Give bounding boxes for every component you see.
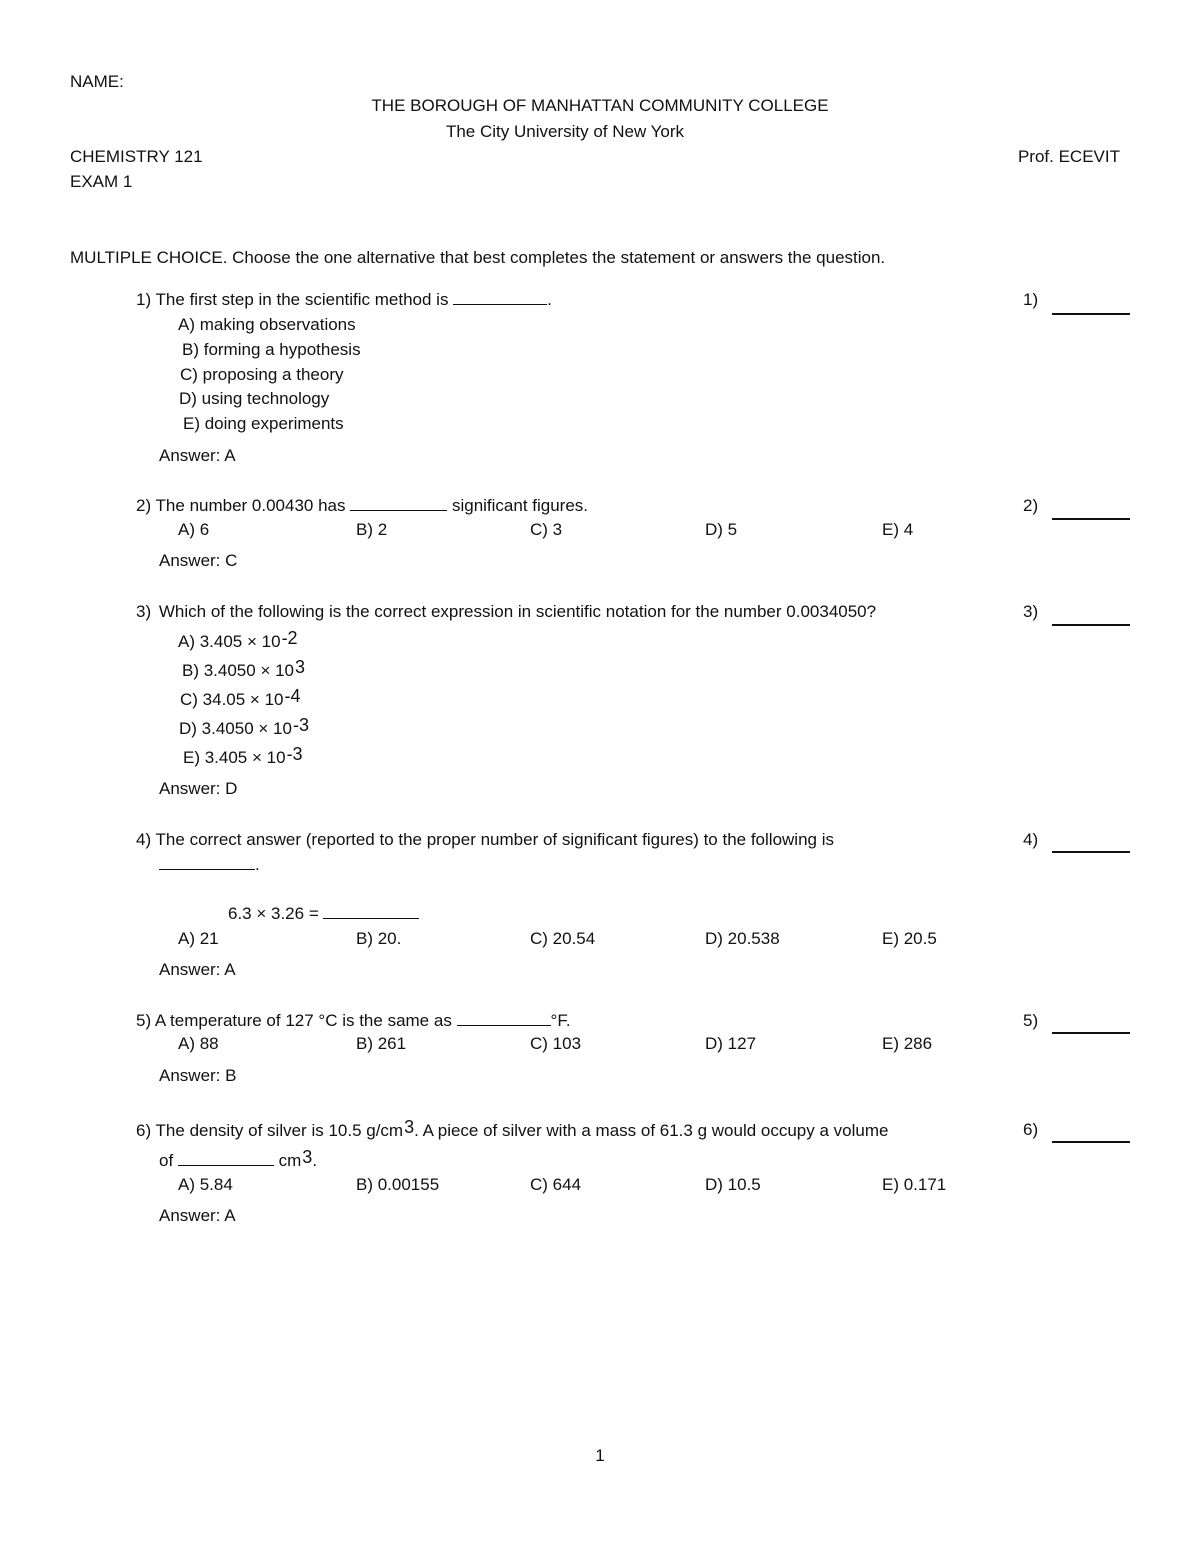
answer-blank-line[interactable] xyxy=(1052,1141,1130,1143)
question-text: 6) The density of silver is 10.5 $g/cm^3$. A piece of silver with a mass of 61.3 g would occupy a volume xyxy=(136,1117,889,1140)
option-d: D) using technology xyxy=(179,389,330,408)
option-d: D) 5 xyxy=(705,520,738,539)
option-b: B) $3.4050 \times 10^3$ xyxy=(182,657,306,680)
fill-blank xyxy=(159,855,255,870)
option-c: C) $34.05 \times 10^{-4}$ xyxy=(180,686,301,709)
answer-text: Answer: A xyxy=(159,446,236,465)
option-a: A) 88 xyxy=(178,1034,219,1053)
option-c: C) 3 xyxy=(530,520,563,539)
question-text: 5) A temperature of 127 °C is the same as °F. xyxy=(136,1011,571,1030)
option-d: D) 10.5 xyxy=(705,1175,761,1194)
answer-number: 4) xyxy=(1023,830,1039,849)
option-c: C) 103 xyxy=(530,1034,582,1053)
option-e: E) 286 xyxy=(882,1034,933,1053)
option-e: E) 4 xyxy=(882,520,914,539)
option-b: B) 20. xyxy=(356,929,402,948)
answer-blank-line[interactable] xyxy=(1052,624,1130,626)
answer-number: 1) xyxy=(1023,290,1039,309)
option-e: E) 20.5 xyxy=(882,929,937,948)
equation: 6.3 × 3.26 = xyxy=(228,904,419,924)
question-text: 1) The first step in the scientific method is . xyxy=(136,290,552,309)
answer-text: Answer: A xyxy=(159,1206,236,1225)
option-c: C) 20.54 xyxy=(530,929,596,948)
answer-text: Answer: A xyxy=(159,960,236,979)
question-text: 4) The correct answer (reported to the proper number of significant figures) to the following is xyxy=(136,830,834,849)
option-c: C) proposing a theory xyxy=(180,365,344,384)
fill-blank xyxy=(453,290,547,305)
option-a: A) 21 xyxy=(178,929,219,948)
instructions: MULTIPLE CHOICE. Choose the one alternative that best completes the statement or answers the question. xyxy=(70,248,886,267)
answer-number: 6) xyxy=(1023,1120,1039,1139)
answer-number: 2) xyxy=(1023,496,1039,515)
answer-text: Answer: B xyxy=(159,1066,237,1085)
answer-blank-line[interactable] xyxy=(1052,313,1130,315)
option-e: E) $3.405 \times 10^{-3}$ xyxy=(183,744,303,767)
fill-blank xyxy=(178,1151,274,1166)
exam-label: EXAM 1 xyxy=(70,172,133,191)
answer-blank-line[interactable] xyxy=(1052,518,1130,520)
fill-blank xyxy=(350,496,447,511)
answer-number: 5) xyxy=(1023,1011,1039,1030)
option-a: A) 5.84 xyxy=(178,1175,233,1194)
option-e: E) 0.171 xyxy=(882,1175,947,1194)
answer-text: Answer: C xyxy=(159,551,238,570)
course-label: CHEMISTRY 121 xyxy=(70,147,203,166)
answer-blank-line[interactable] xyxy=(1052,851,1130,853)
option-d: D) $3.4050 \times 10^{-3}$ xyxy=(179,715,309,738)
option-a: A) making observations xyxy=(178,315,356,334)
option-b: B) 0.00155 xyxy=(356,1175,440,1194)
university-subtitle: The City University of New York xyxy=(445,122,685,141)
fill-blank xyxy=(323,904,419,919)
question-text-cont: of $cm^3$. xyxy=(159,1147,318,1170)
option-b: B) 261 xyxy=(356,1034,407,1053)
question-text: 2) The number 0.00430 has significant figures. xyxy=(136,496,589,515)
question-text-cont: . xyxy=(159,855,260,875)
option-b: B) 2 xyxy=(356,520,388,539)
option-e: E) doing experiments xyxy=(183,414,344,433)
answer-blank-line[interactable] xyxy=(1052,1032,1130,1034)
answer-text: Answer: D xyxy=(159,779,238,798)
option-b: B) forming a hypothesis xyxy=(182,340,361,359)
question-text: 3) Which of the following is the correct expression in scientific notation for the number 0.0034050? xyxy=(136,602,877,621)
answer-number: 3) xyxy=(1023,602,1039,621)
fill-blank xyxy=(457,1011,551,1026)
professor-label: Prof. ECEVIT xyxy=(1017,147,1120,166)
option-a: A) $3.405 \times 10^{-2}$ xyxy=(178,628,298,651)
option-d: D) 20.538 xyxy=(705,929,780,948)
college-title: THE BOROUGH OF MANHATTAN COMMUNITY COLLEGE xyxy=(371,96,829,115)
option-d: D) 127 xyxy=(705,1034,757,1053)
name-label: NAME: xyxy=(70,72,124,91)
option-c: C) 644 xyxy=(530,1175,582,1194)
page-number: 1 xyxy=(595,1446,605,1465)
option-a: A) 6 xyxy=(178,520,210,539)
